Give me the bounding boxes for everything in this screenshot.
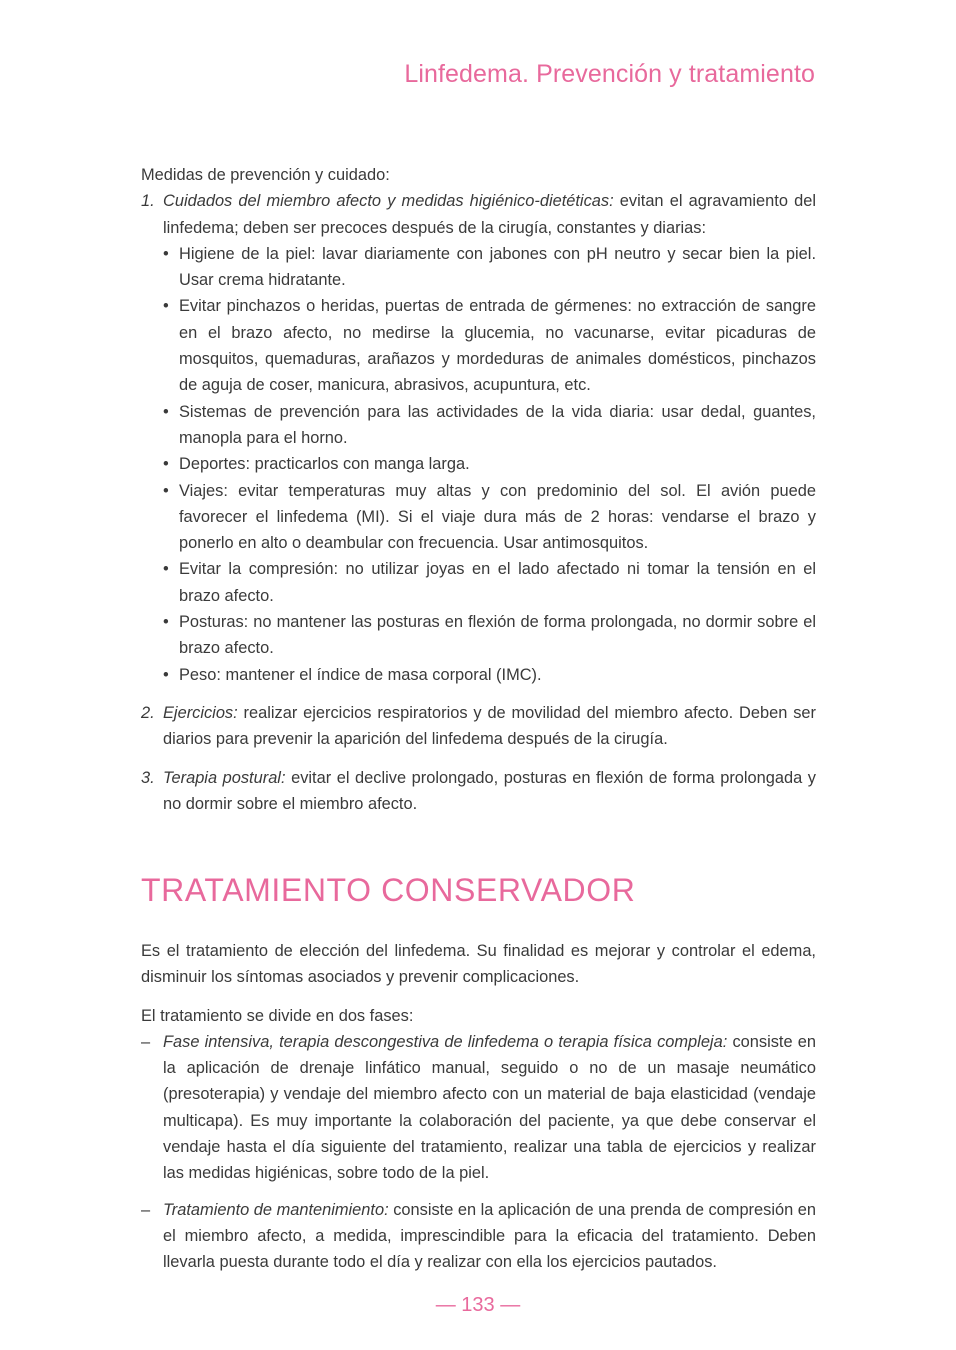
phases-list bbox=[141, 1029, 816, 1276]
bullet-item: • Higiene de la piel: lavar diariamente con jabones con pH neutro y secar bien la piel. Usar crema hidratante. bbox=[163, 241, 816, 294]
item-lead: Terapia postural: bbox=[163, 768, 286, 787]
item-number: 2. bbox=[141, 703, 155, 722]
phase-lead: Tratamiento de mantenimiento: bbox=[163, 1200, 389, 1219]
page-number: — 133 — bbox=[435, 1294, 521, 1316]
care-bullet-list bbox=[163, 241, 816, 688]
bullet-item: • Deportes: practicarlos con manga larga. bbox=[163, 451, 816, 477]
prevention-item-1 bbox=[141, 188, 816, 688]
item-number: 3. bbox=[141, 768, 155, 787]
dash-marker: – bbox=[141, 1032, 151, 1051]
dash-marker: – bbox=[141, 1200, 151, 1219]
running-header: Linfedema. Prevención y tratamiento bbox=[404, 60, 815, 88]
phases-intro-wrapper bbox=[141, 1003, 816, 1029]
item-lead: Cuidados del miembro afecto y medidas higiénico-dietéticas: bbox=[163, 192, 614, 211]
bullet-item: • Peso: mantener el índice de masa corporal (IMC). bbox=[163, 662, 816, 688]
section-heading: TRATAMIENTO CONSERVADOR bbox=[141, 872, 636, 908]
item-number: 1. bbox=[141, 192, 155, 211]
phases-intro: El tratamiento se divide en dos fases: bbox=[141, 1006, 414, 1025]
item-lead: Ejercicios: bbox=[163, 703, 238, 722]
phase-lead: Fase intensiva, terapia descongestiva de linfedema o terapia física compleja: bbox=[163, 1032, 728, 1051]
item-text: evitar el declive prolongado, posturas en flexión de forma prolongada y no dormir sobre el miembro afecto. bbox=[163, 768, 816, 813]
phase-item-maintenance bbox=[141, 1197, 816, 1276]
phase-text: consiste en la aplicación de una prenda de compresión en el miembro afecto, a medida, imprescindible para la eficacia del tratamiento. Deben llevarla puesta durante todo el día y realizar con ella los ejercicios pautados. bbox=[163, 1200, 816, 1272]
item-text: realizar ejercicios respiratorios y de movilidad del miembro afecto. Deben ser diarios para prevenir la aparición del linfedema después de la cirugía. bbox=[163, 703, 816, 749]
prevention-list bbox=[141, 188, 816, 817]
phase-item-intensive bbox=[141, 1029, 816, 1187]
conservative-paragraph: Es el tratamiento de elección del linfedema. Su finalidad es mejorar y controlar el edema, disminuir los síntomas asociados y prevenir complicaciones. bbox=[141, 942, 816, 987]
bullet-item: • Viajes: evitar temperaturas muy altas y con predominio del sol. El avión puede favorecer el linfedema (MI). Si el viaje dura más de 2 horas: vendarse el brazo y ponerlo en alto o deambular con frecuencia. Usar antimosquitos. bbox=[163, 478, 816, 557]
bullet-item: • Evitar pinchazos o heridas, puertas de entrada de gérmenes: no extracción de sangre en el brazo afecto, no medirse la glucemia, no vacunarse, evitar picaduras de mosquitos, quemaduras, arañazos y mordeduras de animales domésticos, pinchazos de aguja de coser, manicura, abrasivos, acupuntura, etc. bbox=[163, 293, 816, 398]
phase-text: consiste en la aplicación de drenaje linfático manual, seguido o no de un masaje neumático (presoterapia) y vendaje del miembro afecto con un material de baja elasticidad (vendaje multicapa). Es muy importante la colaboración del paciente, ya que debe conservar el vendaje hasta el día siguiente del tratamiento, realizar una tabla de ejercicios y realizar las medidas higiénicas, sobre todo de la piel. bbox=[163, 1032, 816, 1183]
prevention-intro: Medidas de prevención y cuidado: bbox=[141, 166, 390, 184]
prevention-section bbox=[141, 162, 816, 817]
item-text: evitan el agravamiento del linfedema; deben ser precoces después de la cirugía, constantes y diarias: bbox=[163, 192, 816, 237]
bullet-item: • Evitar la compresión: no utilizar joyas en el lado afectado ni tomar la tensión en el brazo afecto. bbox=[163, 556, 816, 609]
bullet-item: • Sistemas de prevención para las actividades de la vida diaria: usar dedal, guantes, manopla para el horno. bbox=[163, 399, 816, 452]
bullet-item: • Posturas: no mantener las posturas en flexión de forma prolongada, no dormir sobre el brazo afecto. bbox=[163, 609, 816, 662]
prevention-item-2 bbox=[141, 700, 816, 753]
prevention-item-3 bbox=[141, 765, 816, 818]
conservative-section bbox=[141, 938, 816, 1276]
